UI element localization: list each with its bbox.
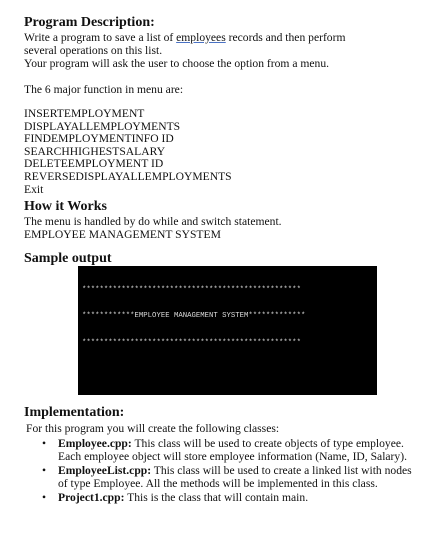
implementation-intro: For this program you will create the following classes: bbox=[26, 422, 280, 436]
menu-function-item: INSERTEMPLOYMENT bbox=[24, 107, 145, 120]
description-line-1 bbox=[24, 31, 414, 44]
how-it-works-line-1: The menu is handled by do while and switch statement. bbox=[24, 215, 282, 229]
class-name: Project1.cpp: bbox=[58, 491, 125, 505]
console-output-screenshot bbox=[78, 266, 377, 395]
implementation-heading: Implementation: bbox=[24, 405, 125, 421]
menu-function-list bbox=[24, 108, 414, 196]
description-text: records and then perform bbox=[225, 31, 346, 44]
program-description-heading: Program Description: bbox=[24, 15, 155, 30]
bullet-icon: • bbox=[42, 491, 47, 505]
menu-function-item: DISPLAYALLEMPLOYMENTS bbox=[24, 119, 181, 133]
class-list-item bbox=[24, 437, 414, 463]
class-list-item bbox=[24, 464, 414, 490]
how-it-works-line-2: EMPLOYEE MANAGEMENT SYSTEM bbox=[24, 228, 221, 242]
menu-function-item: FINDEMPLOYMENTINFO ID bbox=[24, 132, 174, 146]
bullet-icon: • bbox=[42, 437, 47, 451]
document-page bbox=[24, 14, 414, 505]
description-line-2: several operations on this list. bbox=[24, 44, 163, 57]
employees-word: employees bbox=[176, 31, 226, 44]
description-text: Write a program to save a list of bbox=[24, 31, 177, 44]
class-name: EmployeeList.cpp: bbox=[58, 464, 152, 478]
menu-intro: The 6 major function in menu are: bbox=[24, 83, 184, 96]
bullet-icon: • bbox=[42, 464, 47, 478]
class-description: This is the class that will contain main. bbox=[124, 491, 309, 505]
console-line: ************************************************** bbox=[82, 285, 301, 294]
console-line bbox=[82, 365, 377, 374]
class-description: This class will be used to create objects of type employee. Each employee object will store employee information (Name, ID, Salary). bbox=[58, 437, 407, 464]
console-line: ************EMPLOYEE MANAGEMENT SYSTEM************* bbox=[82, 312, 306, 321]
menu-function-item: Exit bbox=[24, 182, 44, 196]
console-line: ************************************************** bbox=[82, 338, 301, 347]
sample-output-heading: Sample output bbox=[24, 251, 112, 267]
console-line bbox=[82, 391, 377, 395]
description-line-3: Your program will ask the user to choose the option from a menu. bbox=[24, 57, 330, 70]
how-it-works-heading: How it Works bbox=[24, 199, 107, 215]
class-description: This class will be used to create a linked list with nodes of type Employee. All the methods will be implemented in this class. bbox=[58, 464, 412, 491]
class-name: Employee.cpp: bbox=[58, 437, 132, 451]
menu-function-item: SEARCHHIGHESTSALARY bbox=[24, 144, 166, 158]
class-list bbox=[24, 437, 414, 504]
class-list-item bbox=[24, 491, 414, 504]
menu-function-item: DELETEEMPLOYMENT ID bbox=[24, 157, 164, 171]
menu-function-item: REVERSEDISPLAYALLEMPLOYMENTS bbox=[24, 169, 232, 183]
